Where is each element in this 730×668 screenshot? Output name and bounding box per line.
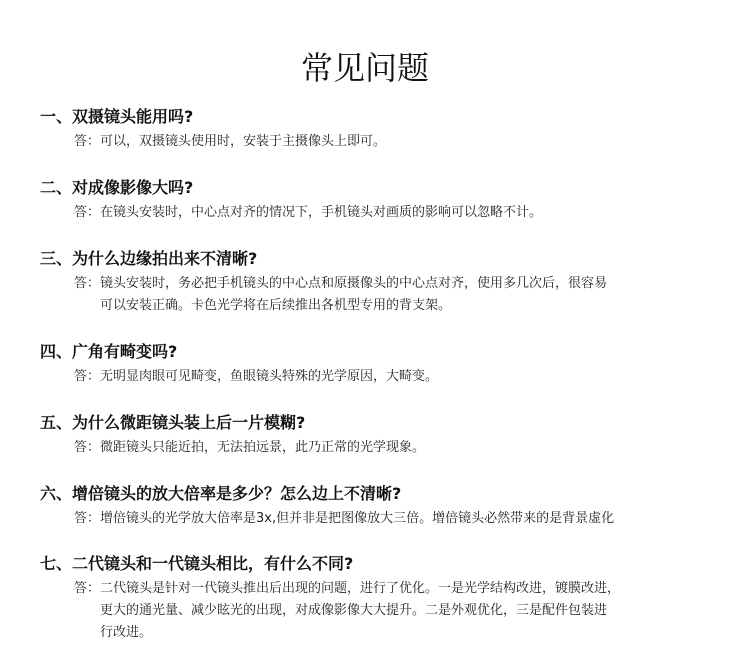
faq-question: 三、为什么边缘拍出来不清晰? (40, 249, 258, 268)
faq-item-6 (40, 483, 700, 530)
faq-question: 六、增倍镜头的放大倍率是多少？怎么边上不清晰? (40, 484, 402, 503)
answer-prefix: 答： (74, 581, 101, 596)
faq-question: 五、为什么微距镜头装上后一片模糊? (40, 413, 306, 432)
faq-question: 四、广角有畸变吗? (40, 342, 178, 361)
answer-line: 镜头安装时，务必把手机镜头的中心点和原摄像头的中心点对齐，使用多几次后，很容易 (100, 276, 608, 291)
answer-line: 可以，双摄镜头使用时，安装于主摄像头上即可。 (100, 134, 387, 149)
answer-text (100, 508, 700, 530)
faq-answer (40, 437, 700, 459)
faq-item-4 (40, 341, 700, 388)
faq-item-5 (40, 412, 700, 459)
answer-line: 可以安装正确。卡色光学将在后续推出各机型专用的背支架。 (100, 298, 452, 313)
answer-line: 更大的通光量、减少眩光的出现，对成像影像大大提升。二是外观优化，三是配件包装进 (100, 603, 608, 618)
answer-line: 微距镜头只能近拍，无法拍远景，此乃正常的光学现象。 (100, 440, 426, 455)
answer-prefix: 答： (74, 369, 101, 384)
faq-question: 七、二代镜头和一代镜头相比，有什么不同? (40, 554, 354, 573)
faq-question: 二、对成像影像大吗? (40, 178, 194, 197)
faq-answer (40, 202, 700, 224)
faq-item-2 (40, 177, 700, 224)
answer-line: 无明显肉眼可见畸变，鱼眼镜头特殊的光学原因，大畸变。 (100, 369, 439, 384)
answer-prefix: 答： (74, 511, 101, 526)
answer-line: 增倍镜头的光学放大倍率是3x,但并非是把图像放大三倍。增倍镜头必然带来的是背景虚化 (100, 511, 615, 526)
answer-text (100, 273, 700, 317)
faq-item-1 (40, 106, 700, 153)
faq-item-3 (40, 248, 700, 317)
faq-answer (40, 366, 700, 388)
answer-prefix: 答： (74, 205, 101, 220)
faq-item-7 (40, 553, 700, 644)
answer-text (100, 578, 700, 644)
answer-line: 二代镜头是针对一代镜头推出后出现的问题，进行了优化。一是光学结构改进，镀膜改进， (100, 581, 621, 596)
faq-answer (40, 508, 700, 530)
answer-prefix: 答： (74, 276, 101, 291)
answer-line: 行改进。 (100, 625, 153, 640)
faq-list (40, 106, 700, 668)
answer-prefix: 答： (74, 440, 101, 455)
answer-text (100, 131, 700, 153)
answer-prefix: 答： (74, 134, 101, 149)
answer-text (100, 437, 700, 459)
faq-question: 一、双摄镜头能用吗? (40, 107, 194, 126)
answer-text (100, 202, 700, 224)
faq-answer (40, 578, 700, 644)
page-title: 常见问题 (300, 49, 429, 87)
answer-text (100, 366, 700, 388)
faq-answer (40, 273, 700, 317)
answer-line: 在镜头安装时，中心点对齐的情况下，手机镜头对画质的影响可以忽略不计。 (100, 205, 543, 220)
faq-answer (40, 131, 700, 153)
